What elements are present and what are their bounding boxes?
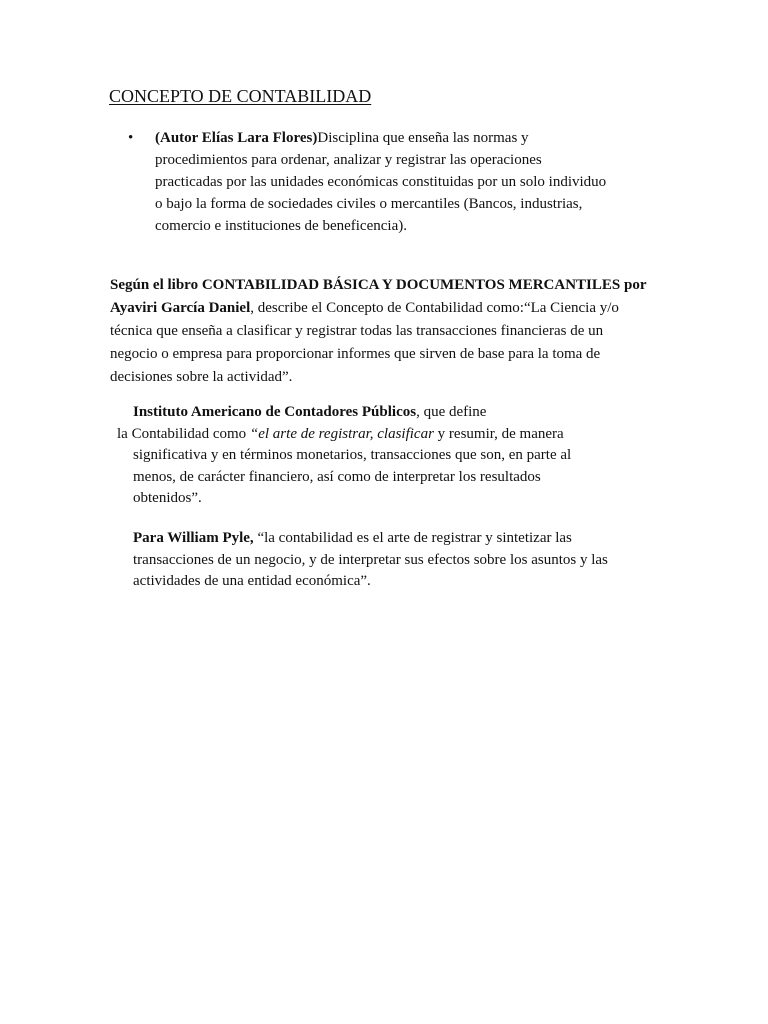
p1-line-2-text: , describe el Concepto de Contabilidad como:“La Ciencia y/o [250, 300, 619, 316]
p1-bold-line: Según el libro CONTABILIDAD BÁSICA Y DOCUMENTOS MERCANTILES por [110, 277, 647, 293]
author-reference: (Autor Elías Lara Flores) [155, 130, 318, 146]
p3-line-3: actividades de una entidad económica”. [133, 573, 371, 589]
p1-line-4: negocio o empresa para proporcionar informes que sirven de base para la toma de [110, 346, 601, 362]
p2-institution-name: Instituto Americano de Contadores Públicos [133, 404, 417, 420]
paragraph-ayaviri [110, 274, 670, 389]
p3-line-1-text: “la contabilidad es el arte de registrar y sintetizar las [257, 530, 572, 546]
p2-line-4: menos, de carácter financiero, así como de interpretar los resultados [133, 468, 541, 485]
p1-line-3: técnica que enseña a clasificar y registrar todas las transacciones financieras de un [110, 323, 604, 339]
bullet-line-5: comercio e instituciones de beneficencia). [155, 218, 407, 234]
p2-line-2 [117, 424, 661, 446]
bullet-text [155, 127, 668, 237]
paragraph-pyle [133, 528, 673, 593]
bullet-line-1 [155, 127, 668, 149]
bullet-line-2: procedimientos para ordenar, analizar y registrar las operaciones [155, 152, 542, 168]
p3-line-1 [133, 528, 673, 550]
bullet-line-4: o bajo la forma de sociedades civiles o mercantiles (Bancos, industrias, [155, 196, 583, 212]
bullet-marker: • [128, 130, 134, 146]
bullet-line-1-text: Disciplina que enseña las normas y [317, 130, 529, 146]
page-title: CONCEPTO DE CONTABILIDAD [109, 86, 372, 106]
p3-author-name: Para William Pyle, [133, 530, 258, 546]
p1-line-5: decisiones sobre la actividad”. [110, 369, 293, 385]
p2-line-2-start: la Contabilidad como [117, 425, 250, 442]
p2-line-3: significativa y en términos monetarios, transacciones que son, en parte al [133, 447, 572, 463]
p2-italic-quote: “el arte de registrar, clasificar [249, 425, 434, 442]
paragraph-instituto [117, 402, 661, 510]
p1-line-2 [110, 297, 670, 320]
p2-line-1-text: , que define [416, 404, 487, 420]
p2-line-2-end: y resumir, de manera [433, 425, 564, 442]
p2-line-1 [133, 402, 661, 424]
p1-line-1 [110, 274, 670, 297]
bullet-list-item [128, 127, 668, 237]
p3-line-2: transacciones de un negocio, y de interpretar sus efectos sobre los asuntos y las [133, 551, 608, 568]
p1-author-name: Ayaviri García Daniel [110, 300, 251, 316]
bullet-line-3: practicadas por las unidades económicas constituidas por un solo individuo [155, 174, 607, 190]
p2-line-5: obtenidos”. [133, 490, 202, 506]
